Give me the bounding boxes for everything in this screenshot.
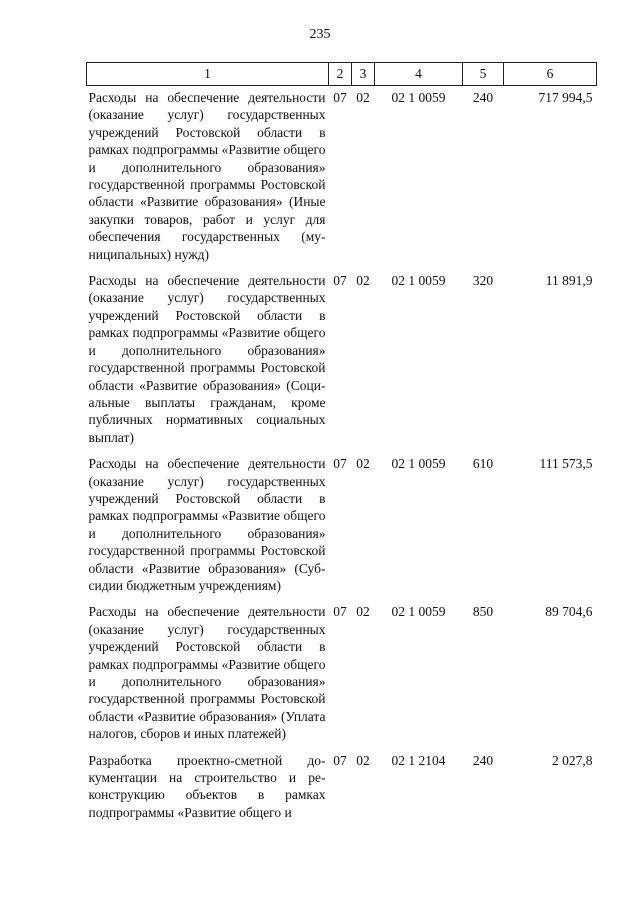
row-expense-type: 610 xyxy=(472,456,494,472)
table-header xyxy=(87,63,597,86)
row-subsection: 02 xyxy=(356,273,370,289)
row-expense-type: 320 xyxy=(472,273,494,289)
row-target: 02 1 0059 xyxy=(391,456,446,472)
table-row xyxy=(87,600,597,748)
column-header-6: 6 xyxy=(504,63,597,86)
row-target: 02 1 0059 xyxy=(391,273,446,289)
row-section: 07 xyxy=(333,273,347,289)
column-header-4: 4 xyxy=(375,63,463,86)
column-header-3: 3 xyxy=(352,63,375,86)
table-body xyxy=(87,86,597,828)
row-amount: 2 027,8 xyxy=(552,752,593,768)
row-description: Расходы на обеспечение деятельности (оказание услуг) государственных учреждений Ростовской области в рамках подпрограммы «Развитие общего и дополнительного образования» государственной программы Ростовской области «Развитие образования» (Уплата налогов, сборов и иных платежей) xyxy=(88,604,326,742)
table-row xyxy=(87,749,597,828)
table-row xyxy=(87,86,597,270)
table-row xyxy=(87,269,597,452)
row-subsection: 02 xyxy=(356,604,370,620)
row-expense-type: 240 xyxy=(472,752,494,768)
row-subsection: 02 xyxy=(356,752,370,768)
row-description: Разработка проектно-сметной документации на строительство и реконструкцию объектов в рамках подпрограммы «Развитие общего и xyxy=(88,752,326,820)
budget-table xyxy=(86,62,597,827)
row-subsection: 02 xyxy=(356,90,370,105)
table-row xyxy=(87,452,597,600)
row-amount: 11 891,9 xyxy=(545,273,593,289)
row-subsection: 02 xyxy=(356,456,370,472)
row-description: Расходы на обеспечение деятельности (оказание услуг) государственных учреждений Ростовской области в рамках подпрограммы «Развитие общего и дополнительного образования» государственной программы Ростовской области «Развитие образования» (Социальные выплаты гражданам, кроме публичных нормативных социальных выплат) xyxy=(88,273,326,445)
row-target: 02 1 0059 xyxy=(391,604,446,620)
row-expense-type: 240 xyxy=(472,90,494,105)
row-description: Расходы на обеспечение деятельности (оказание услуг) государственных учреждений Ростовской области в рамках подпрограммы «Развитие общего и дополнительного образования» государственной программы Ростовской области «Развитие образования» (Иные закупки товаров, работ и услуг для обеспечения государственных (муниципальных) нужд) xyxy=(88,90,326,262)
page-number: 235 xyxy=(309,27,331,42)
row-amount: 89 704,6 xyxy=(545,604,593,620)
row-section: 07 xyxy=(333,752,347,768)
row-target: 02 1 0059 xyxy=(391,90,446,105)
row-amount: 717 994,5 xyxy=(538,90,593,105)
header-row xyxy=(87,63,597,86)
row-section: 07 xyxy=(333,90,347,105)
row-description: Расходы на обеспечение деятельности (оказание услуг) государственных учреждений Ростовской области в рамках подпрограммы «Развитие общего и дополнительного образования» государственной программы Ростовской области «Развитие образования» (Субсидии бюджетным учреждениям) xyxy=(88,456,326,593)
row-amount: 111 573,5 xyxy=(539,456,593,472)
column-header-2: 2 xyxy=(329,63,352,86)
column-header-5: 5 xyxy=(463,63,504,86)
row-section: 07 xyxy=(333,456,347,472)
row-target: 02 1 2104 xyxy=(391,752,446,768)
row-section: 07 xyxy=(333,604,347,620)
column-header-1: 1 xyxy=(87,63,329,86)
row-expense-type: 850 xyxy=(472,604,494,620)
